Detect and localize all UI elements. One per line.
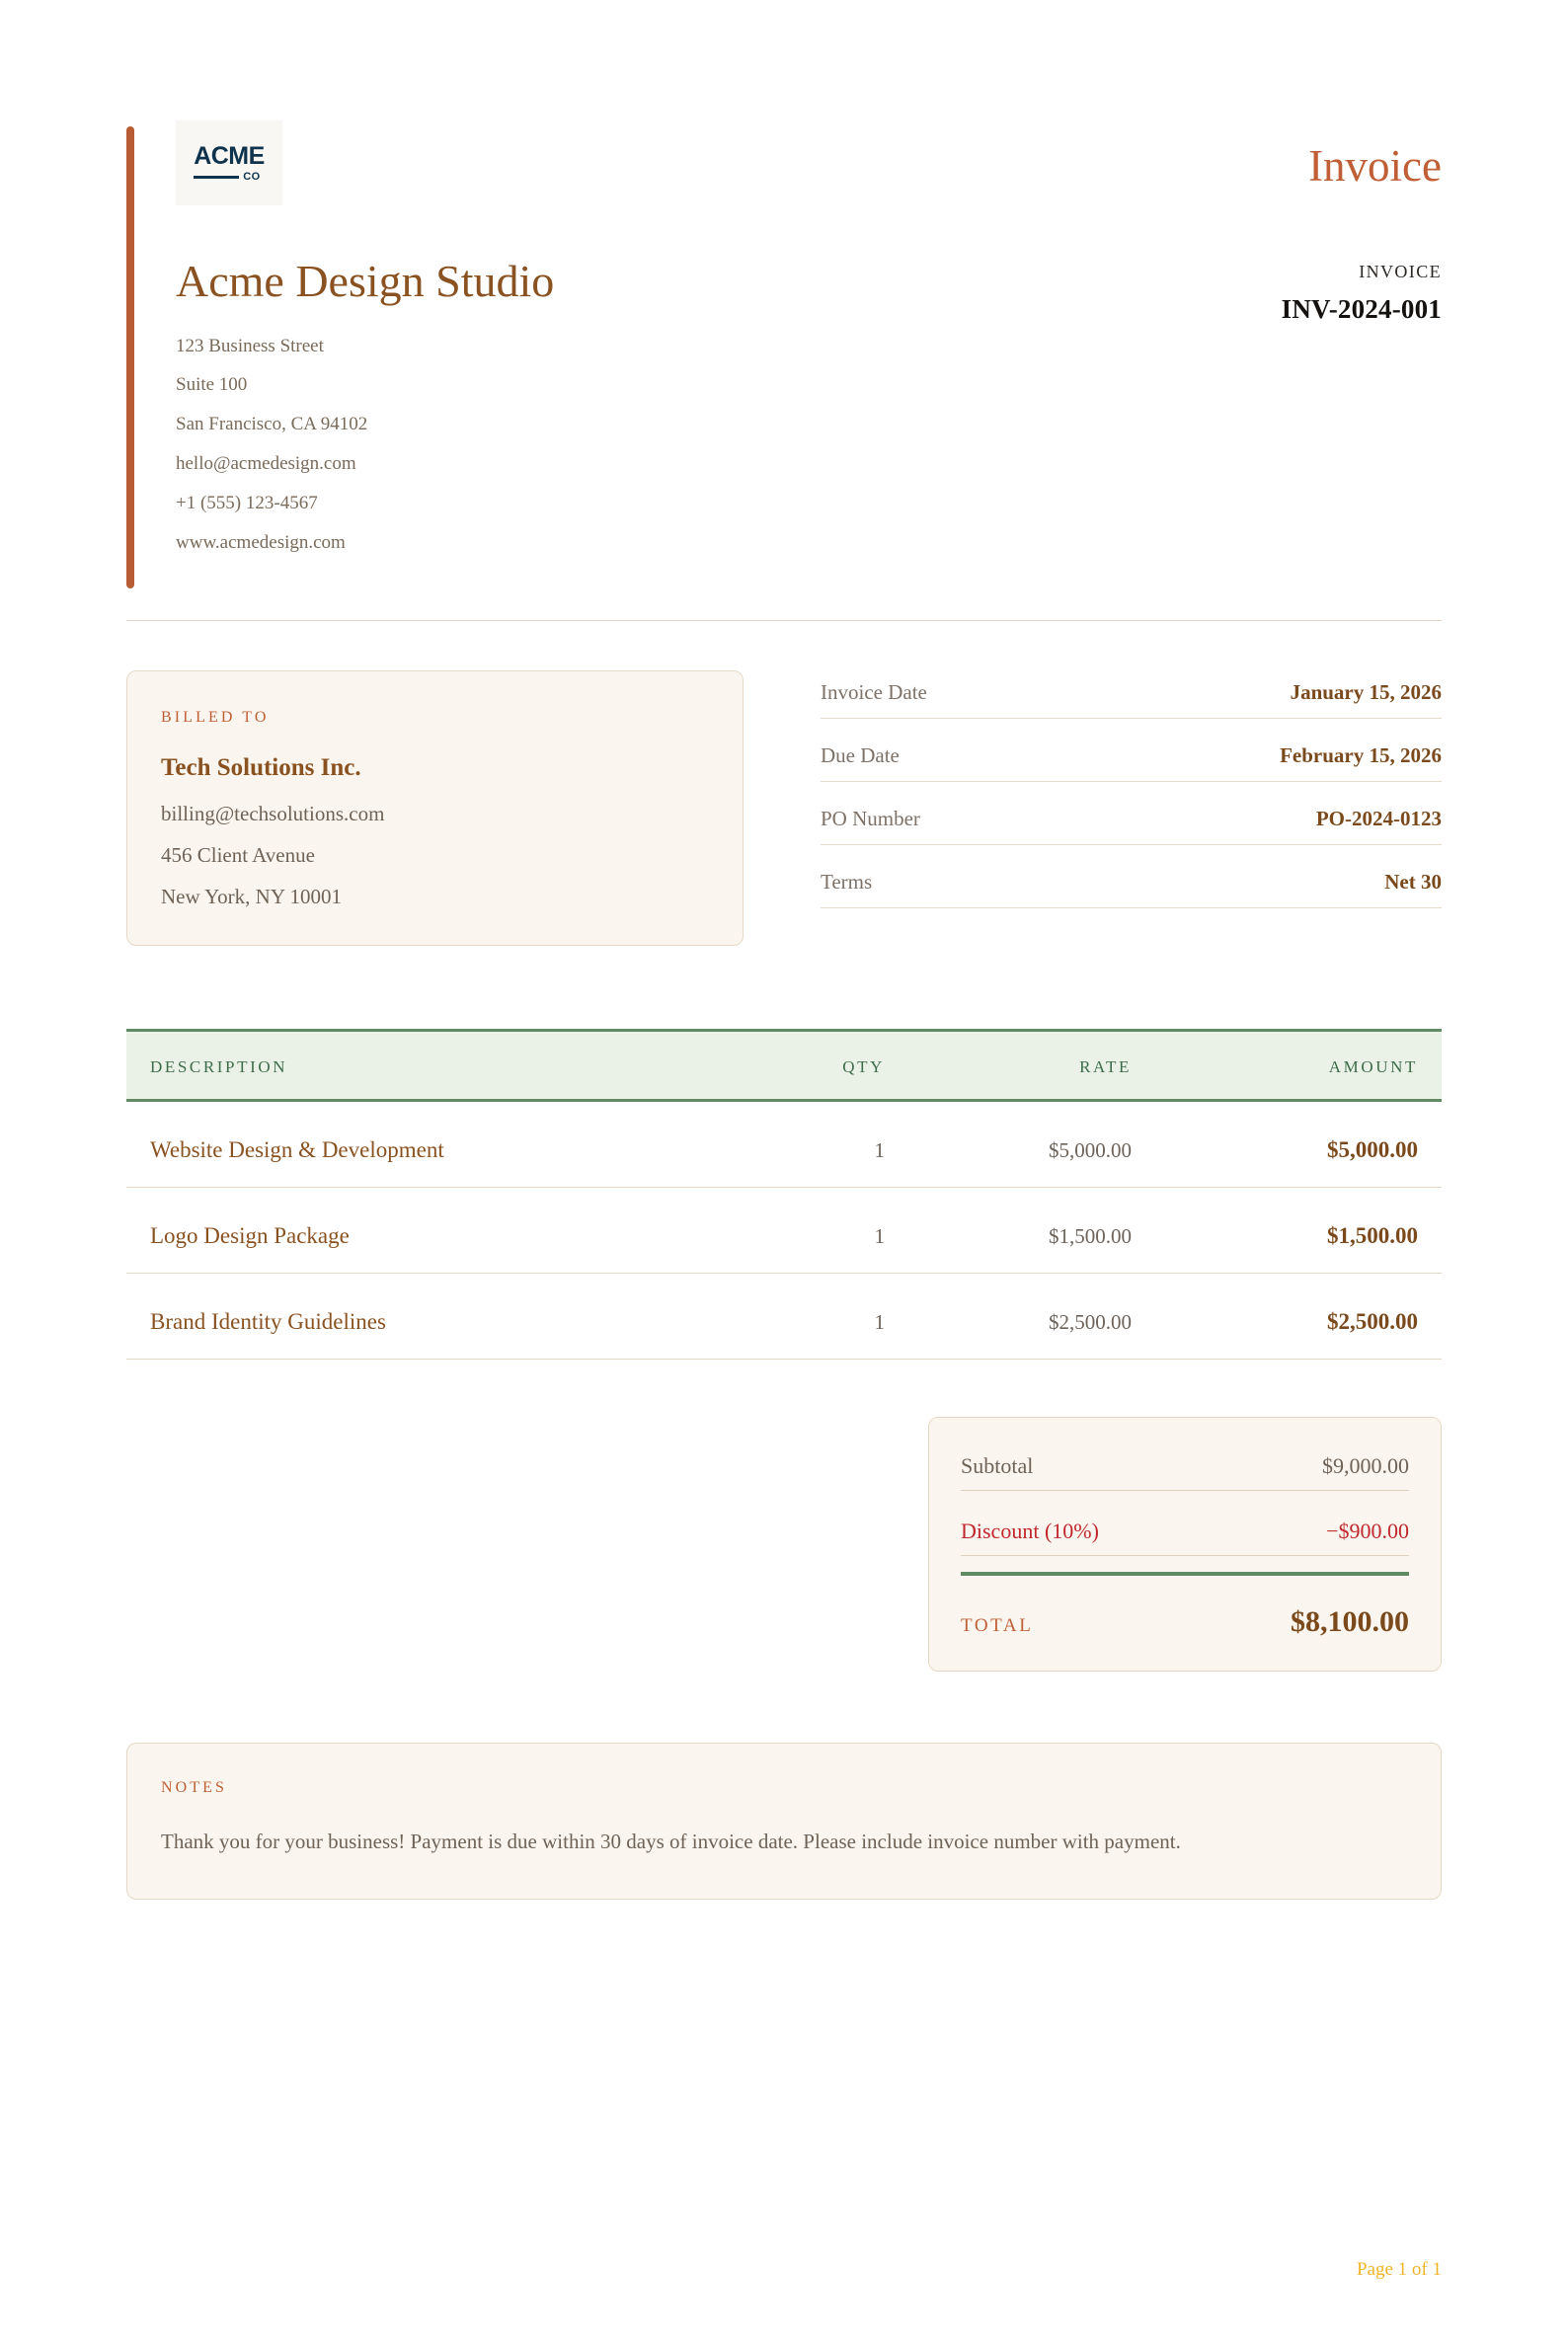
page-indicator: Page 1 of 1: [1356, 2259, 1442, 2280]
line-items-table: [126, 1029, 1442, 1360]
item-description: Website Design & Development: [150, 1136, 444, 1162]
logo-underline: [194, 176, 239, 179]
item-amount: $5,000.00: [1327, 1136, 1418, 1162]
company-email: hello@acmedesign.com: [176, 453, 356, 475]
header-left: [126, 120, 554, 569]
grand-total-label: TOTAL: [961, 1614, 1034, 1636]
meta-value: PO-2024-0123: [1315, 806, 1442, 830]
billed-to-card: [126, 670, 744, 946]
subtotal-label: Subtotal: [961, 1452, 1034, 1478]
logo-mark: [194, 141, 265, 183]
meta-value: February 15, 2026: [1280, 742, 1442, 767]
company-address: [176, 333, 554, 558]
item-qty: 1: [874, 1309, 885, 1334]
company-name: Acme Design Studio: [176, 256, 555, 306]
logo-rule-row: [194, 172, 265, 183]
parties-section: [126, 670, 1442, 946]
document-title: Invoice: [1308, 141, 1442, 191]
logo-secondary-text: CO: [243, 170, 261, 183]
notes-text: Thank you for your business! Payment is due within 30 days of invoice date. Please include invoice number with payment.: [161, 1829, 1181, 1853]
grand-total-value: $8,100.00: [1291, 1604, 1409, 1638]
invoice-page: [0, 120, 1568, 2338]
meta-value: Net 30: [1384, 869, 1442, 894]
company-logo: [176, 120, 282, 205]
column-header-rate: RATE: [1079, 1056, 1132, 1076]
invoice-number-label: INVOICE: [1359, 262, 1442, 281]
client-email: billing@techsolutions.com: [161, 801, 385, 825]
subtotal-value: $9,000.00: [1322, 1452, 1409, 1478]
discount-label: Discount (10%): [961, 1518, 1099, 1543]
column-header-description: DESCRIPTION: [150, 1056, 288, 1076]
invoice-number-value: INV-2024-001: [1281, 294, 1442, 324]
billed-to-label: BILLED TO: [161, 708, 270, 726]
item-rate: $1,500.00: [1049, 1223, 1132, 1248]
item-qty: 1: [874, 1223, 885, 1248]
table-header-row: [126, 1029, 1442, 1102]
meta-value: January 15, 2026: [1290, 679, 1442, 704]
item-amount: $2,500.00: [1327, 1308, 1418, 1334]
subtotal-row: [961, 1453, 1409, 1491]
company-website: www.acmedesign.com: [176, 531, 346, 553]
item-description: Brand Identity Guidelines: [150, 1308, 386, 1334]
totals-box: [928, 1417, 1442, 1672]
client-address-line: New York, NY 10001: [161, 884, 342, 908]
meta-row-po-number: [821, 807, 1442, 845]
company-phone: +1 (555) 123-4567: [176, 493, 318, 514]
meta-label: Terms: [821, 869, 873, 894]
notes-label: NOTES: [161, 1778, 228, 1796]
meta-label: PO Number: [821, 806, 920, 830]
meta-row-terms: [821, 870, 1442, 908]
header-right: [1282, 120, 1442, 325]
accent-bar: [126, 126, 134, 588]
grand-total-row: [961, 1605, 1409, 1639]
company-address-line: 123 Business Street: [176, 335, 324, 356]
logo-primary-text: ACME: [194, 141, 265, 170]
invoice-meta: [821, 670, 1442, 946]
meta-label: Invoice Date: [821, 679, 927, 704]
company-address-line: Suite 100: [176, 374, 248, 396]
discount-row: [961, 1519, 1409, 1556]
table-row: [126, 1188, 1442, 1274]
notes-card: [126, 1743, 1442, 1900]
meta-label: Due Date: [821, 742, 900, 767]
column-header-qty: QTY: [842, 1056, 885, 1076]
invoice-header: [126, 120, 1442, 569]
table-row: [126, 1102, 1442, 1188]
header-divider: [126, 620, 1442, 621]
client-address-line: 456 Client Avenue: [161, 842, 315, 867]
item-rate: $5,000.00: [1049, 1137, 1132, 1162]
item-description: Logo Design Package: [150, 1222, 350, 1248]
item-amount: $1,500.00: [1327, 1222, 1418, 1248]
grand-total-divider: [961, 1572, 1409, 1576]
table-row: [126, 1274, 1442, 1360]
item-rate: $2,500.00: [1049, 1309, 1132, 1334]
client-name: Tech Solutions Inc.: [161, 753, 361, 781]
totals-section: [126, 1417, 1442, 1672]
company-address-line: San Francisco, CA 94102: [176, 414, 368, 435]
meta-row-due-date: [821, 743, 1442, 782]
meta-row-invoice-date: [821, 680, 1442, 719]
item-qty: 1: [874, 1137, 885, 1162]
discount-value: −$900.00: [1326, 1518, 1409, 1543]
column-header-amount: AMOUNT: [1328, 1056, 1418, 1076]
